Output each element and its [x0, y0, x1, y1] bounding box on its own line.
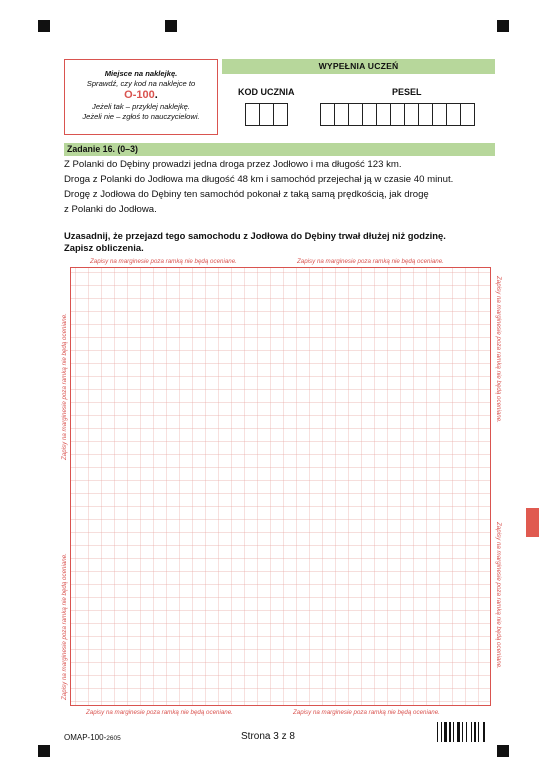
barcode-bar — [437, 722, 438, 742]
sticker-no-text: Jeżeli nie – zgłoś to nauczycielowi. — [82, 112, 200, 121]
exam-code: OMAP-100-2605 — [64, 733, 121, 742]
task-instruction: Zapisz obliczenia. — [64, 242, 144, 253]
page-number: Strona 3 z 8 — [241, 731, 295, 742]
barcode-bar — [483, 722, 485, 742]
kod-ucznia-digit-box[interactable] — [273, 103, 288, 126]
kod-ucznia-digit-box[interactable] — [245, 103, 260, 126]
barcode-bar — [462, 722, 463, 742]
sticker-title: Miejsce na naklejkę. — [104, 69, 178, 78]
page-edge-tab — [526, 508, 539, 537]
barcode-bar — [457, 722, 460, 742]
task-question: Uzasadnij, że przejazd tego samochodu z Jodłowa do Dębiny trwał dłużej niż godzinę. — [64, 230, 446, 241]
barcode-bar — [453, 722, 454, 742]
registration-mark-top-right — [497, 20, 509, 32]
margin-note-bottom-left: Zapisy na marginesie poza ramką nie będą oceniane. — [86, 709, 233, 716]
kod-ucznia-label: KOD UCZNIA — [238, 87, 295, 97]
barcode-bar — [471, 722, 472, 742]
barcode-bar — [444, 722, 447, 742]
task-title: Zadanie 16. (0–3) — [64, 143, 495, 156]
barcode-bar — [449, 722, 451, 742]
grid-lines — [71, 268, 490, 705]
pesel-boxes[interactable] — [320, 103, 474, 126]
kod-ucznia-digit-box[interactable] — [259, 103, 274, 126]
kod-ucznia-boxes[interactable] — [245, 103, 287, 126]
barcode-bar — [441, 722, 442, 742]
margin-note-bottom-right: Zapisy na marginesie poza ramką nie będą oceniane. — [293, 709, 440, 716]
pesel-digit-box[interactable] — [418, 103, 433, 126]
registration-mark-top-left — [38, 20, 50, 32]
sticker-code: O-100. — [124, 89, 158, 101]
pesel-digit-box[interactable] — [376, 103, 391, 126]
task-line-4: z Polanki do Jodłowa. — [64, 204, 157, 215]
pesel-digit-box[interactable] — [460, 103, 475, 126]
pesel-digit-box[interactable] — [320, 103, 335, 126]
barcode-bar — [474, 722, 476, 742]
pesel-digit-box[interactable] — [348, 103, 363, 126]
pesel-digit-box[interactable] — [334, 103, 349, 126]
answer-grid[interactable] — [70, 267, 491, 706]
margin-note-top-left: Zapisy na marginesie poza ramką nie będą oceniane. — [90, 258, 237, 265]
student-section-header: WYPEŁNIA UCZEŃ — [222, 59, 495, 74]
registration-mark-bottom-left — [38, 745, 50, 757]
sticker-yes-text: Jeżeli tak – przyklej naklejkę. — [92, 102, 190, 111]
registration-mark-bottom-right — [497, 745, 509, 757]
margin-note-right-lower: Zapisy na marginesie poza ramką nie będą oceniane. — [495, 522, 502, 669]
barcode — [437, 722, 492, 742]
task-line-2: Droga z Polanki do Jodłowa ma długość 48 km i samochód przejechał ją w czasie 40 minut. — [64, 174, 454, 185]
margin-note-right-upper: Zapisy na marginesie poza ramką nie będą oceniane. — [495, 276, 502, 423]
pesel-digit-box[interactable] — [404, 103, 419, 126]
registration-mark-top-center — [165, 20, 177, 32]
sticker-box — [64, 59, 218, 135]
pesel-digit-box[interactable] — [362, 103, 377, 126]
pesel-digit-box[interactable] — [432, 103, 447, 126]
margin-note-left-upper: Zapisy na marginesie poza ramką nie będą oceniane. — [61, 313, 68, 460]
task-line-1: Z Polanki do Dębiny prowadzi jedna droga przez Jodłowo i ma długość 123 km. — [64, 159, 402, 170]
pesel-digit-box[interactable] — [446, 103, 461, 126]
margin-note-top-right: Zapisy na marginesie poza ramką nie będą oceniane. — [297, 258, 444, 265]
pesel-digit-box[interactable] — [390, 103, 405, 126]
barcode-bar — [478, 722, 479, 742]
task-line-3: Drogę z Jodłowa do Dębiny ten samochód pokonał z taką samą prędkością, jak drogę — [64, 189, 429, 200]
barcode-bar — [466, 722, 467, 742]
pesel-label: PESEL — [392, 87, 422, 97]
margin-note-left-lower: Zapisy na marginesie poza ramką nie będą oceniane. — [61, 553, 68, 700]
sticker-instruction: Sprawdź, czy kod na naklejce to — [86, 79, 196, 88]
